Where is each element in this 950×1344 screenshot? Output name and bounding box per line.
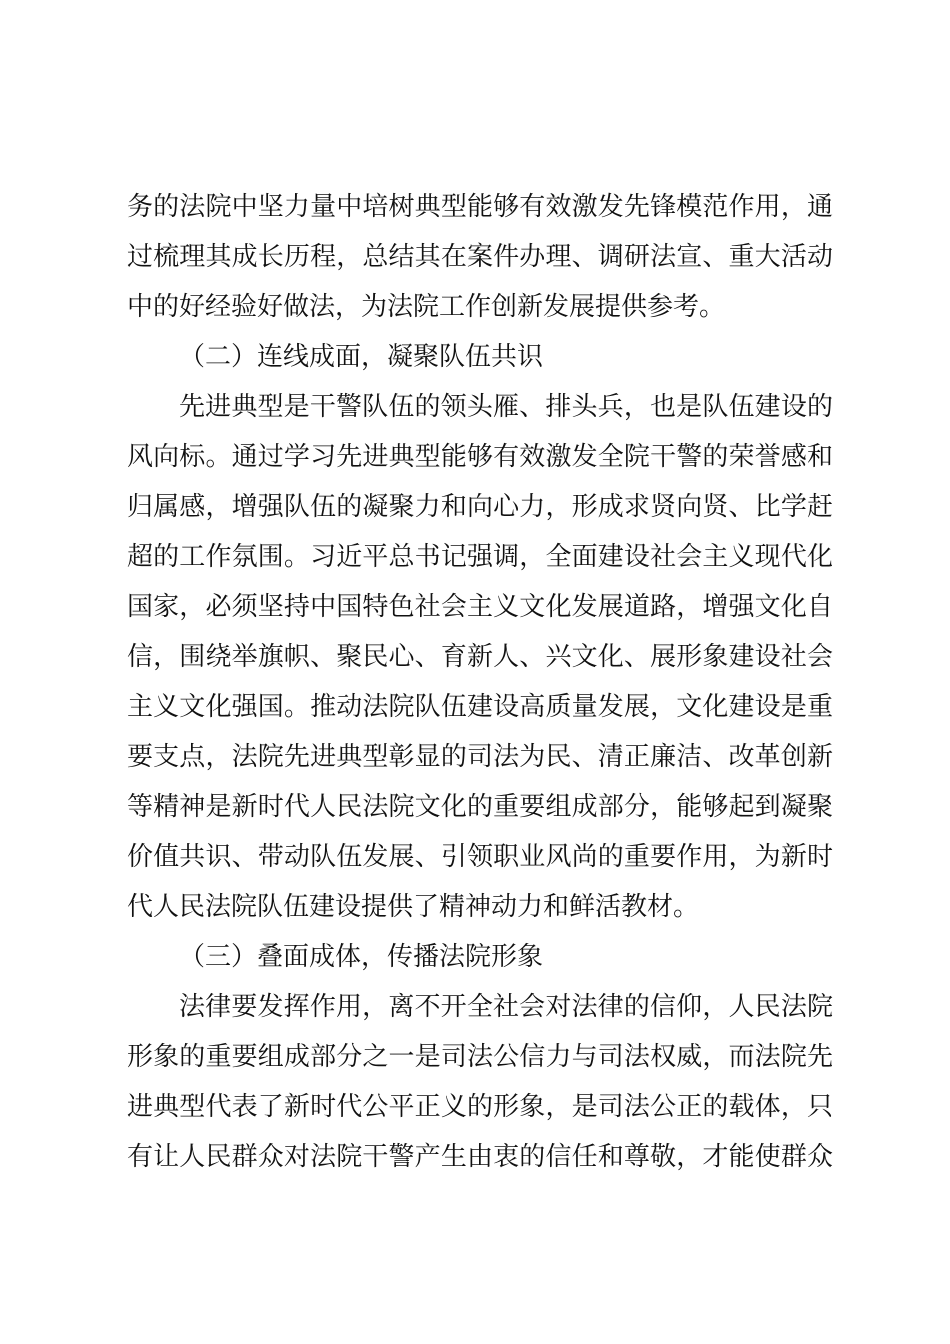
text-line: 国家，必须坚持中国特色社会主义文化发展道路，增强文化自 xyxy=(127,592,833,622)
text-line: 超的工作氛围。习近平总书记强调，全面建设社会主义现代化 xyxy=(127,542,833,572)
text-line: 进典型代表了新时代公平正义的形象，是司法公正的载体，只 xyxy=(127,1092,833,1122)
text-line: 有让人民群众对法院干警产生由衷的信任和尊敬，才能使群众 xyxy=(127,1142,833,1172)
text-line: 法律要发挥作用，离不开全社会对法律的信仰，人民法院 xyxy=(179,992,833,1022)
text-line: 先进典型是干警队伍的领头雁、排头兵，也是队伍建设的 xyxy=(179,392,833,422)
text-line: 信，围绕举旗帜、聚民心、育新人、兴文化、展形象建设社会 xyxy=(127,642,833,672)
text-line: 等精神是新时代人民法院文化的重要组成部分，能够起到凝聚 xyxy=(127,792,833,822)
text-line: 主义文化强国。推动法院队伍建设高质量发展，文化建设是重 xyxy=(127,692,833,722)
text-line: 过梳理其成长历程，总结其在案件办理、调研法宣、重大活动 xyxy=(127,242,833,272)
section-heading: （三）叠面成体，传播法院形象 xyxy=(179,942,544,972)
text-line: 中的好经验好做法，为法院工作创新发展提供参考。 xyxy=(127,292,726,322)
text-line: 务的法院中坚力量中培树典型能够有效激发先锋模范作用，通 xyxy=(127,192,833,222)
text-line: 归属感，增强队伍的凝聚力和向心力，形成求贤向贤、比学赶 xyxy=(127,492,833,522)
text-line: 形象的重要组成部分之一是司法公信力与司法权威，而法院先 xyxy=(127,1042,833,1072)
text-line: 要支点，法院先进典型彰显的司法为民、清正廉洁、改革创新 xyxy=(127,742,833,772)
section-heading: （二）连线成面，凝聚队伍共识 xyxy=(179,342,544,372)
text-line: 价值共识、带动队伍发展、引领职业风尚的重要作用，为新时 xyxy=(127,842,833,872)
body-text xyxy=(127,182,833,1182)
text-line: 代人民法院队伍建设提供了精神动力和鲜活教材。 xyxy=(127,892,700,922)
text-line: 风向标。通过学习先进典型能够有效激发全院干警的荣誉感和 xyxy=(127,442,833,472)
